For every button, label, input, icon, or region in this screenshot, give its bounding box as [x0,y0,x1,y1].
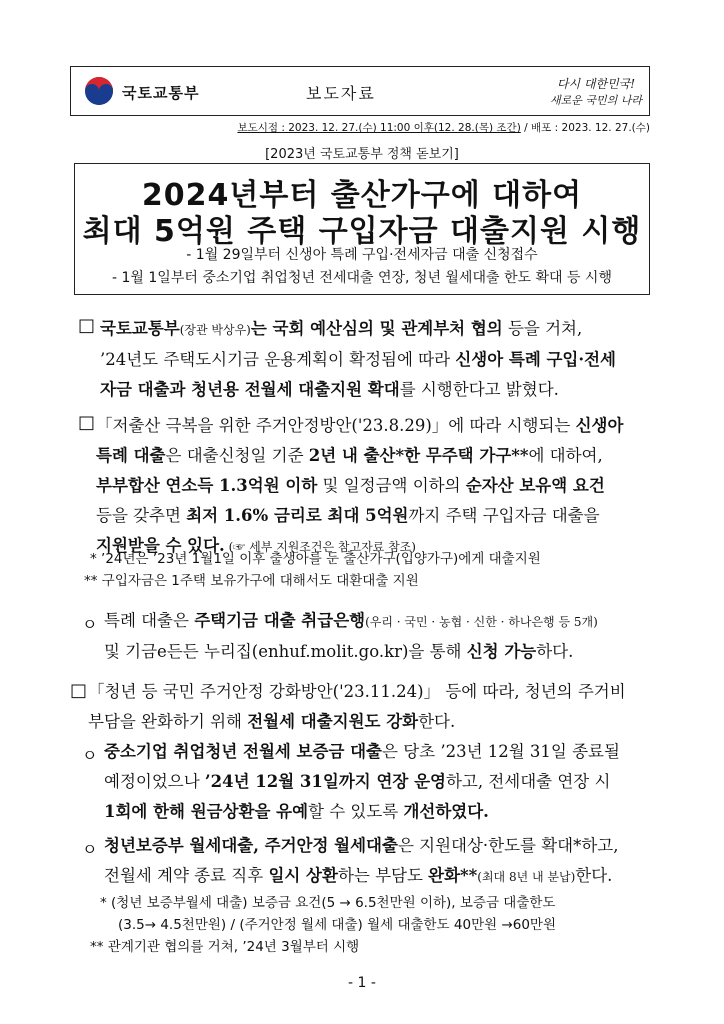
text: 「저출산 극복을 위한 주거안정방안('23.8.29)」에 따라 시행되는 [96,416,576,435]
text: (우리 · 국민 · 농협 · 신한 · 하나은행 등 5개) [365,615,598,629]
text: 부담을 완화하기 위해 [88,712,248,731]
text: 국토교통부 [100,319,180,338]
ministry-name: 국토교통부 [122,84,200,102]
text: 은 지원대상·한도를 확대*하고, [397,836,619,855]
box-bullet: □ [70,680,88,701]
text: 등을 갖추면 [96,506,187,525]
text: 전월세 계약 종료 직후 [104,866,269,885]
paragraph-3-sub-2 [104,831,684,892]
slogan-line2: 새로운 국민의 나라 [549,94,643,107]
text: 등을 거쳐, [502,319,583,338]
release-distribution: / 배포 : 2023. 12. 27.(수) [520,122,650,134]
text: 신생아 특례 구입·전세 [455,350,616,369]
title-line-2: 최대 5억원 주택 구입자금 대출지원 시행 [82,214,642,249]
text: 최저 1.6% 금리로 최대 5억원 [186,506,409,525]
page-number: - 1 - [348,975,376,991]
series-label: [2023년 국토교통부 정책 돋보기] [265,147,459,162]
text: 는 [250,319,273,338]
text: 특례 대출은 [104,611,195,630]
subtitle-1: - 1월 29일부터 신생아 특례 구입·전세자금 대출 신청접수 [186,247,538,263]
text: 를 시행한다고 밝혔다. [399,380,559,399]
slogan-line1: 다시 대한민국! [556,77,636,91]
release-embargo: 보도시점 : 2023. 12. 27.(수) 11:00 이후(12. 28.(목) 조간) [237,122,521,134]
text: 자금 대출과 청년용 전월세 대출지원 확대 [100,380,400,399]
title-line-1: 2024년부터 출산가구에 대하여 [141,178,583,213]
footnote: * (청년 보증부월세 대출) 보증금 요건(5 → 6.5천만원 이하), 보증금 대출한도 [100,895,556,911]
paragraph-2-sub [104,606,684,667]
paragraph-3 [88,677,678,737]
text: 신청 가능 [466,642,537,661]
document-type: 보도자료 [306,84,376,103]
paragraph-1 [100,314,680,405]
text: 지원받을 수 있다. [96,536,225,555]
text: 은 당초 ’23년 12월 31일 종료될 [382,742,620,761]
text: 하는 부담도 [337,866,429,885]
subtitle-2: - 1월 1일부터 중소기업 취업청년 전세대출 연장, 청년 월세대출 한도 확대 등 시행 [112,270,612,286]
text: 주택기금 대출 취급은행 [194,611,366,630]
text: 에 대하여, [528,446,603,465]
text: 하고, 전세대출 연장 시 [445,772,611,791]
government-emblem-icon [84,76,114,106]
text: 한다. [418,712,456,731]
release-info [237,120,650,135]
footnote: ** 관계기관 협의를 거쳐, ’24년 3월부터 시행 [90,939,360,955]
footnote: * ’24년은 ’23년 1월1일 이후 출생아를 둔 출산가구(입양가구)에게 대출지원 [90,551,541,567]
circle-bullet: ㅇ [82,746,98,765]
text: 순자산 보유액 요건 [465,476,605,495]
text: 일시 상환 [268,866,338,885]
text: 2년 내 출산*한 무주택 가구** [308,446,529,465]
circle-bullet: ㅇ [82,840,98,859]
paragraph-3-sub-1 [104,737,684,827]
text: 국회 예산심의 및 관계부처 협의 [272,319,503,338]
text: 예정이었으나 [104,772,205,791]
footnote: (3.5→ 4.5천만원) / (주거안정 월세 대출) 월세 대출한도 40만원 →60만원 [118,917,557,933]
text: 은 대출신청일 기준 [165,446,309,465]
text: 하다. [536,642,574,661]
text: 한다. [575,866,613,885]
text: 중소기업 취업청년 전월세 보증금 대출 [104,742,383,761]
text: (enhuf.molit.go.kr)을 통해 [251,642,467,661]
text: 및 일정금액 이하의 [317,476,466,495]
footnote: ** 구입자금은 1주택 보유가구에 대해서도 대환대출 지원 [84,573,419,589]
box-bullet: □ [78,315,96,336]
text: 부부합산 연소득 1.3억원 이하 [96,476,318,495]
text: 완화** [428,866,478,885]
text: ’24년도 주택도시기금 운용계획이 확정됨에 따라 [100,350,456,369]
text: 까지 주택 구입자금 대출을 [408,506,600,525]
text: 특례 대출 [96,446,166,465]
text: 전월세 대출지원도 강화 [247,712,419,731]
text: ’24년 12월 31일까지 연장 운영 [204,772,446,791]
text: 청년보증부 월세대출, 주거안정 월세대출 [104,836,398,855]
text: 및 기금e든든 누리집 [104,642,252,661]
text: 개선하였다. [403,802,489,821]
text: 신생아 [575,416,624,435]
box-bullet: □ [78,412,96,433]
slogan-calligraphy [546,72,646,112]
circle-bullet: ㅇ [82,615,98,634]
text: (최대 8년 내 분납) [477,870,576,884]
text: 할 수 있도록 [308,802,404,821]
paragraph-2 [96,411,681,562]
text: (☞ 세부 지원조건은 참고자료 참조) [224,540,416,554]
text: (장관 박상우) [179,323,251,337]
text: 1회에 한해 원금상환을 유예 [104,802,309,821]
text: 「청년 등 국민 주거안정 강화방안('23.11.24)」 등에 따라, 청년의 주거비 [88,682,626,701]
